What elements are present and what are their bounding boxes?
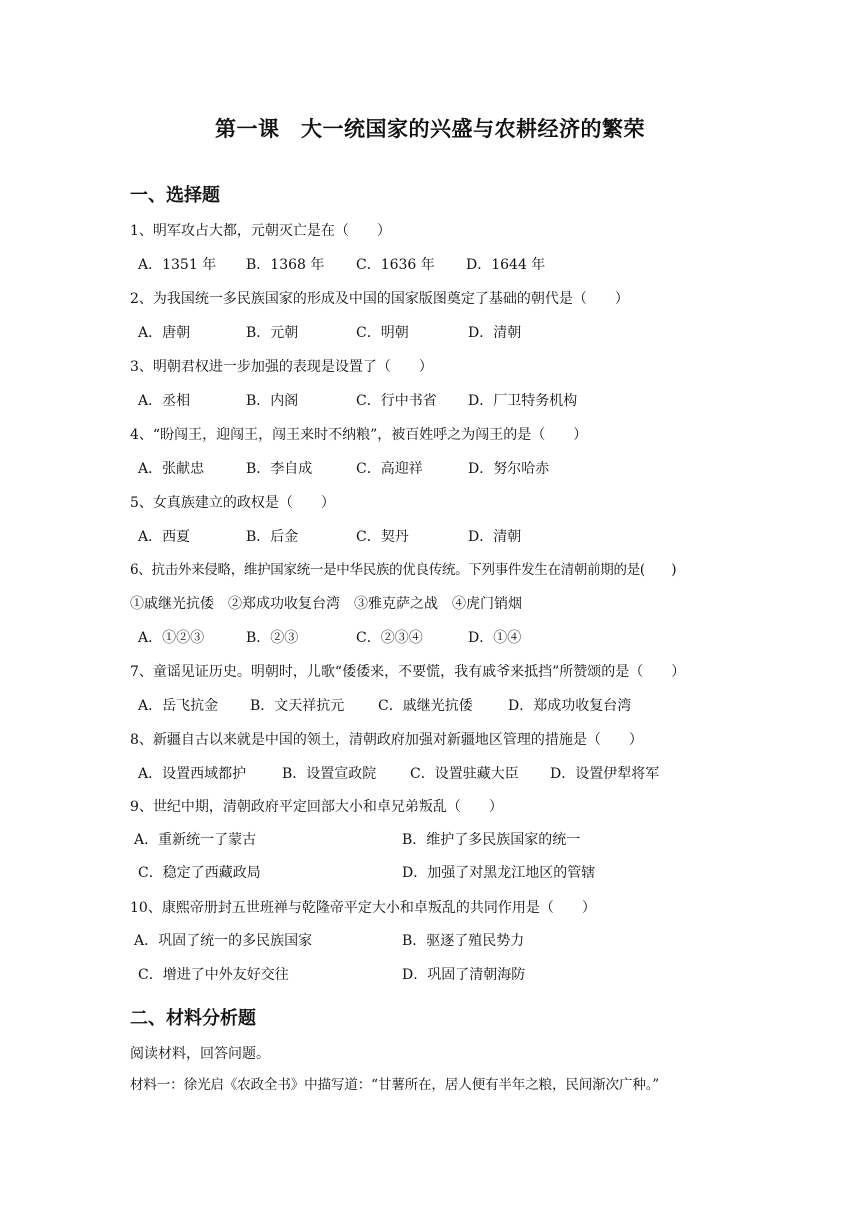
option-d: D．①④: [468, 630, 522, 646]
question-stem: 1、明军攻占大都，元朝灭亡是在（ ）: [130, 223, 391, 239]
question-stem: 2、为我国统一多民族国家的形成及中国的国家版图奠定了基础的朝代是（ ）: [130, 291, 629, 307]
option-b: B．李自成: [246, 461, 313, 477]
option-c: C．戚继光抗倭: [378, 698, 473, 714]
option-c: C．行中书省: [356, 393, 437, 409]
option-a: A．设置西域都护: [138, 766, 247, 782]
option-a: A．唐朝: [138, 325, 191, 341]
material-one: 材料一：徐光启《农政全书》中描写道：“甘薯所在，居人便有半年之粮，民间渐次广种。”: [130, 1077, 660, 1093]
option-a: A．1351 年: [138, 257, 217, 273]
question-stem: 4、“盼闯王，迎闯王，闯王来时不纳粮”，被百姓呼之为闯王的是（ ）: [130, 427, 588, 443]
option-a: A．岳飞抗金: [138, 698, 219, 714]
option-d: D．加强了对黑龙江地区的管辖: [402, 865, 596, 881]
option-c: C．明朝: [356, 325, 409, 341]
option-d: D．清朝: [468, 325, 522, 341]
section-heading-choice: 一、选择题: [130, 185, 220, 206]
section-heading-material: 二、材料分析题: [130, 1008, 256, 1029]
option-b: B．1368 年: [246, 257, 325, 273]
option-c: C．设置驻藏大臣: [410, 766, 519, 782]
option-d: D．清朝: [468, 529, 522, 545]
question-statements: ①戚继光抗倭 ②郑成功收复台湾 ③雅克萨之战 ④虎门销烟: [130, 596, 522, 612]
option-d: D．郑成功收复台湾: [508, 698, 632, 714]
option-d: D．努尔哈赤: [468, 461, 550, 477]
option-a: A．张献忠: [138, 461, 205, 477]
option-a: A．巩固了统一的多民族国家: [134, 933, 313, 949]
option-d: D．巩固了清朝海防: [402, 967, 526, 983]
option-c: C．1636 年: [356, 257, 435, 273]
option-a: A．丞相: [138, 393, 191, 409]
option-c: C．高迎祥: [356, 461, 423, 477]
question-stem: 9、世纪中期，清朝政府平定回部大小和卓兄弟叛乱（ ）: [130, 799, 503, 815]
option-c: C．增进了中外友好交往: [138, 967, 289, 983]
option-a: A．西夏: [138, 529, 191, 545]
option-a: A．重新统一了蒙古: [134, 832, 257, 848]
option-b: B．②③: [246, 630, 299, 646]
option-b: B．设置宣政院: [282, 766, 377, 782]
question-stem: 3、明朝君权进一步加强的表现是设置了（ ）: [130, 359, 433, 375]
option-c: C．稳定了西藏政局: [138, 865, 261, 881]
question-stem: 10、康熙帝册封五世班禅与乾隆帝平定大小和卓叛乱的共同作用是（ ）: [130, 900, 596, 916]
option-d: D．设置伊犁将军: [550, 766, 660, 782]
question-stem: 6、抗击外来侵略，维护国家统一是中华民族的优良传统。下列事件发生在清朝前期的是( ): [130, 562, 677, 578]
option-d: D．厂卫特务机构: [468, 393, 578, 409]
question-stem: 7、童谣见证历史。明朝时，儿歌“倭倭来，不要慌，我有戚爷来抵挡”所赞颂的是（ ）: [130, 664, 686, 680]
option-a: A．①②③: [138, 630, 205, 646]
option-b: B．文天祥抗元: [250, 698, 345, 714]
option-b: B．驱逐了殖民势力: [402, 933, 525, 949]
option-b: B．元朝: [246, 325, 299, 341]
option-b: B．维护了多民族国家的统一: [402, 832, 581, 848]
question-stem: 8、新疆自古以来就是中国的领土，清朝政府加强对新疆地区管理的措施是（ ）: [130, 732, 643, 748]
question-stem: 5、女真族建立的政权是（ ）: [130, 495, 335, 511]
option-c: C．②③④: [356, 630, 423, 646]
option-c: C．契丹: [356, 529, 409, 545]
page-title: 第一课 大一统国家的兴盛与农耕经济的繁荣: [215, 116, 645, 141]
option-b: B．内阁: [246, 393, 299, 409]
option-b: B．后金: [246, 529, 299, 545]
material-intro: 阅读材料，回答问题。: [130, 1046, 270, 1062]
option-d: D．1644 年: [466, 257, 546, 273]
